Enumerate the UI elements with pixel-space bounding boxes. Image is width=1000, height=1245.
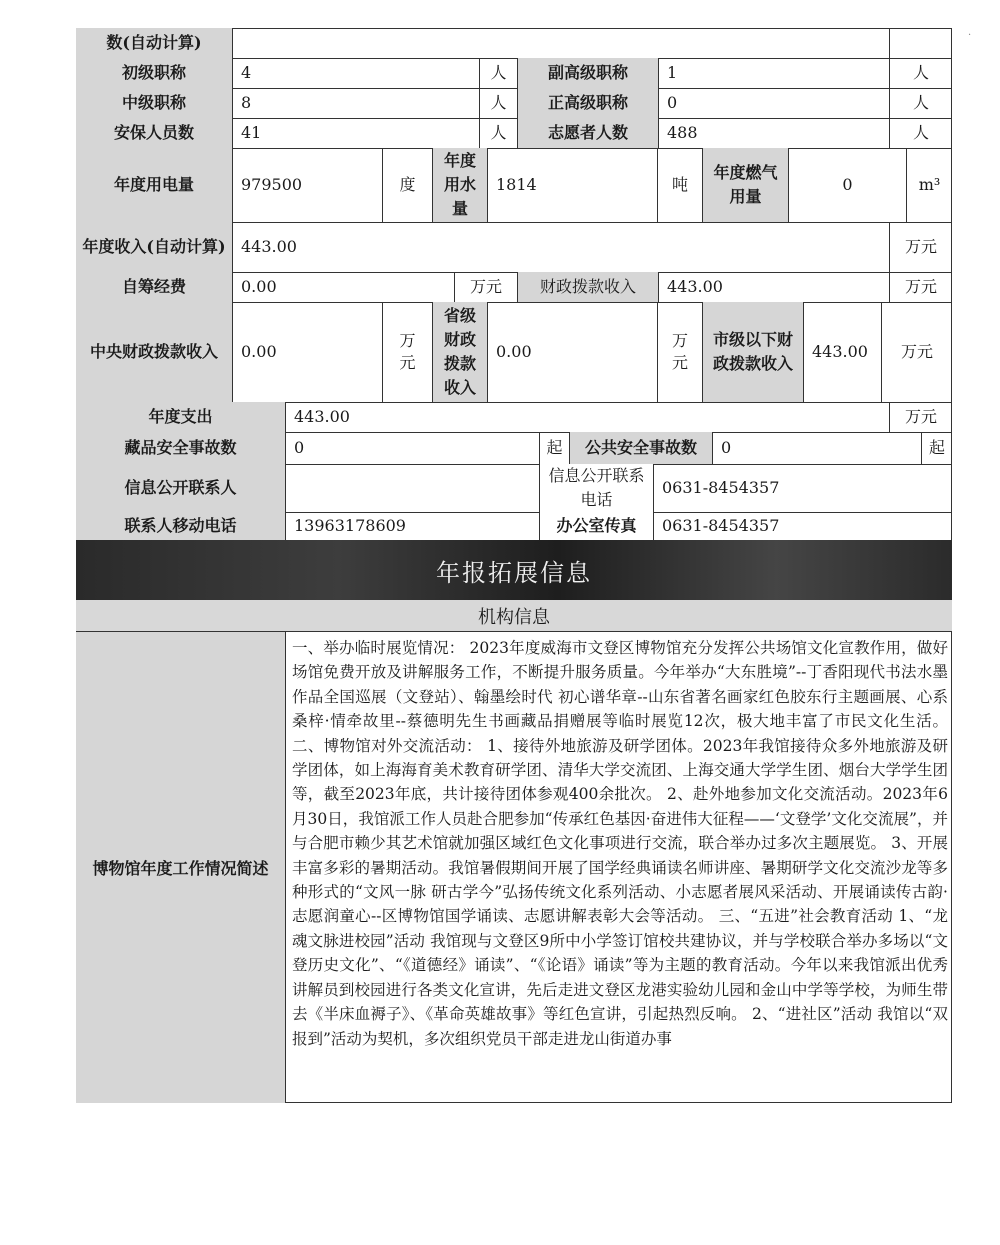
unit-provincial: 万元 [658,302,703,402]
label-mobile: 联系人移动电话 [76,512,286,540]
row-annual-expense [76,402,952,432]
label-water: 年度用水量 [433,148,488,222]
label-junior: 初级职称 [76,58,233,88]
row-junior-title [76,58,952,88]
unit-volunteers: 人 [912,123,929,142]
label-gas: 年度燃气用量 [703,148,789,222]
value-collection-accidents: 0 [286,432,540,464]
value-middle: 8 [233,88,480,118]
label-info-contact: 信息公开联系人 [76,464,286,512]
value-info-phone: 0631-8454357 [662,478,780,497]
label-electricity: 年度用电量 [76,148,233,222]
unit-municipal: 万元 [900,342,933,361]
row-mobile-fax [76,512,952,540]
row-accidents [76,432,952,464]
row-total-staff [76,28,952,58]
label-self-funding: 自筹经费 [76,272,233,302]
label-middle: 中级职称 [76,88,233,118]
value-info-contact [286,464,540,512]
value-expense: 443.00 [286,402,890,432]
unit-security: 人 [480,118,518,148]
value-deputy-senior: 1 [659,58,890,88]
label-info-phone: 信息公开联系电话 [540,464,654,512]
unit-public-accidents: 起 [928,438,945,457]
unit-deputy-senior: 人 [912,63,929,82]
work-summary-label: 博物馆年度工作情况简述 [76,632,286,1103]
value-fax: 0631-8454357 [662,516,780,535]
unit-gas: m³ [918,175,941,194]
value-total [233,28,890,58]
label-volunteers: 志愿者人数 [518,118,659,148]
row-security-staff [76,118,952,148]
value-security: 41 [233,118,480,148]
value-electricity: 979500 [233,148,383,222]
unit-income: 万元 [904,237,937,256]
unit-middle: 人 [480,88,518,118]
unit-fiscal: 万元 [904,277,937,296]
unit-electricity: 度 [383,148,433,222]
value-mobile: 13963178609 [286,512,540,540]
section-banner [76,540,952,600]
label-total: 数(自动计算) [76,28,233,58]
value-central: 0.00 [233,302,383,402]
row-utilities [76,148,952,222]
value-gas: 0 [789,148,907,222]
label-security: 安保人员数 [76,118,233,148]
value-income: 443.00 [233,222,890,272]
value-self-funding: 0.00 [233,272,455,302]
value-volunteers: 488 [659,118,890,148]
label-provincial: 省级财政拨款收入 [433,302,488,402]
unit-collection-accidents: 起 [540,432,570,464]
value-senior: 0 [659,88,890,118]
label-expense: 年度支出 [76,402,286,432]
value-public-accidents: 0 [713,432,922,464]
value-provincial: 0.00 [488,302,658,402]
banner-title: 年报拓展信息 [436,558,592,587]
value-water: 1814 [488,148,658,222]
row-annual-income [76,222,952,272]
label-public-accidents: 公共安全事故数 [570,432,713,464]
label-fiscal: 财政拨款收入 [518,272,659,302]
unit-total [890,28,952,58]
label-central: 中央财政拨款收入 [76,302,233,402]
unit-expense: 万元 [904,407,937,426]
unit-junior: 人 [480,58,518,88]
label-collection-accidents: 藏品安全事故数 [76,432,286,464]
row-fiscal-breakdown [76,302,952,402]
row-middle-title [76,88,952,118]
section-subtitle: 机构信息 [76,600,952,632]
unit-water: 吨 [658,148,703,222]
corner-mark: · [968,30,972,41]
value-junior: 4 [233,58,480,88]
label-deputy-senior: 副高级职称 [518,58,659,88]
value-fiscal: 443.00 [659,272,890,302]
unit-self-funding: 万元 [455,272,518,302]
unit-senior: 人 [912,93,929,112]
label-fax: 办公室传真 [540,512,654,540]
label-municipal: 市级以下财政拨款收入 [703,302,804,402]
row-self-funding [76,272,952,302]
unit-central: 万元 [383,302,433,402]
label-senior: 正高级职称 [518,88,659,118]
work-summary-text: 一、举办临时展览情况： 2023年度威海市文登区博物馆充分发挥公共场馆文化宣教作用，做好场馆免费开放及讲解服务工作，不断提升服务质量。今年举办“大东胜境”--丁香阳现代书法水墨作品全国巡展（文登站）、翰墨绘时代 初心谱华章--山东省著名画家红色胶东行主题画展、心系桑梓·情牵故里--蔡德明先生书画藏品捐赠展等临时展览12次，极大地丰富了市民文化生活。 二、博物馆对外交流活动： 1、接待外地旅游及研学团体。2023年我馆接待众多外地旅游及研学团体，如上海海育美术教育研学团、清华大学交流团、上海交通大学学生团、烟台大学学生团等，截至2023年底，共计接待团体参观400余批次。 2、赴外地参加文化交流活动。2023年6月30日，我馆派工作人员赴合肥参加“传承红色基因·奋进伟大征程——‘文登学’文化交流展”，并与合肥市赖少其艺术馆就加强区域红色文化事项进行交流，联合举办过多次主题展览。 3、开展丰富多彩的暑期活动。我馆暑假期间开展了国学经典诵读名师讲座、暑期研学文化交流沙龙等多种形式的“文风一脉 研古学今”弘扬传统文化系列活动、小志愿者展风采活动、开展诵读传古韵·志愿润童心--区博物馆国学诵读、志愿讲解表彰大会等活动。 三、“五进”社会教育活动 1、“龙魂文脉进校园”活动 我馆现与文登区9所中小学签订馆校共建协议，并与学校联合举办多场以“文登历史文化”、“《道德经》诵读”、“《论语》诵读”等为主题的教育活动。今年以来我馆派出优秀讲解员到校园进行各类文化宣讲，先后走进文登区龙港实验幼儿园和金山中学等学校，为师生带去《半床血褥子》、《革命英雄故事》等红色宣讲，引起热烈反响。 2、“进社区”活动 我馆以“双报到”活动为契机，多次组织党员干部走进龙山街道办事 [292,639,948,1048]
row-info-contact [76,464,952,512]
value-municipal: 443.00 [804,302,882,402]
label-income: 年度收入(自动计算) [76,222,233,272]
